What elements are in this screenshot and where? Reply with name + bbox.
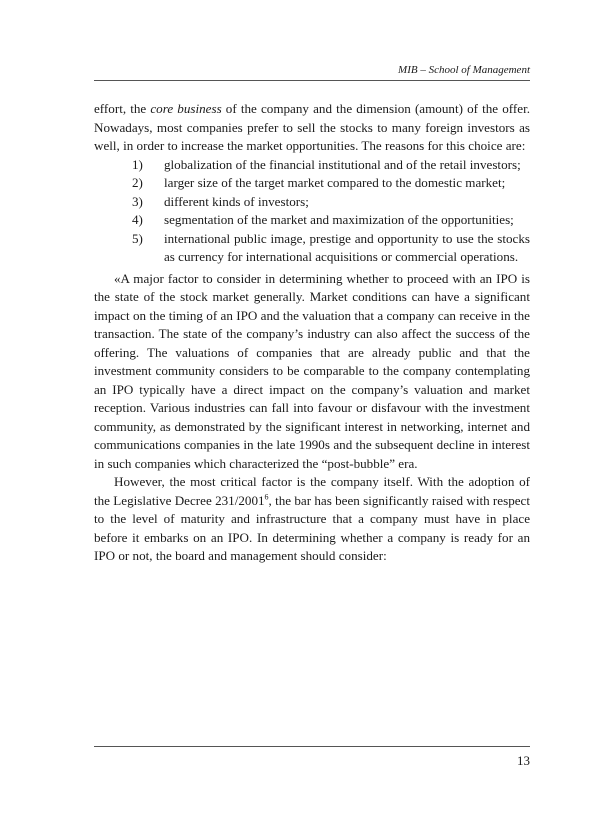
final-text-after: , the bar has been significantly raised with respect to the level of maturity and infrastructure that a company must have in place before it embarks on an IPO. In determining whether a company is ready for an IPO or not, the board and management should consider:	[94, 492, 531, 563]
footnote-marker[interactable]: 6	[264, 492, 269, 502]
list-item-number: 2)	[132, 175, 143, 190]
list-item-number: 5)	[132, 230, 143, 246]
list-item-number: 1)	[132, 156, 143, 172]
quote-paragraph: «A major factor to consider in determining whether to proceed with an IPO is the state of the stock market generally. Market conditions can have a significant impact on the timing of an IPO and the valuation that a company can receive in the transaction. The state of the company’s industry can also affect the success of the offering. The valuations of companies that are already public and that the investment community considers to be comparable to the company contemplating an IPO typically have a direct impact on the company’s valuation and market reception. Various industries can fall into favour or disfavour with the investment community, as demonstrated by the significant interest in networking, internet and communications companies in the late 1990s and the subsequent decline in interest in such companies which characterized the “post-bubble” era.	[94, 270, 530, 471]
list-item	[94, 156, 530, 175]
intro-text-before: effort, the	[94, 101, 151, 116]
running-header: MIB – School of Management	[398, 64, 530, 76]
intro-text-after: of the company and the dimension (amount) of the offer. Nowadays, most companies prefer to sell the stocks to many foreign investors as well, in order to increase the market opportunities. The reasons for this choice are:	[94, 101, 530, 153]
page-body	[94, 100, 530, 566]
intro-paragraph	[94, 100, 530, 156]
list-item	[94, 211, 530, 230]
list-item	[94, 230, 530, 267]
list-item-text: international public image, prestige and opportunity to use the stocks as currency for international acquisitions or commercial operations.	[164, 230, 530, 264]
list-item-text: different kinds of investors;	[164, 193, 309, 209]
footer-rule	[94, 746, 530, 747]
list-item	[94, 193, 530, 212]
final-text-before: However, the most critical factor is the company itself. With the adoption of the Legislative Decree 231/2001	[94, 474, 530, 508]
list-item	[94, 174, 530, 193]
reasons-list	[94, 156, 530, 267]
list-item-number: 3)	[132, 193, 143, 209]
list-item-number: 4)	[132, 212, 143, 227]
header-rule	[94, 80, 530, 81]
list-item-text: segmentation of the market and maximization of the opportunities;	[164, 212, 514, 227]
page-number: 13	[517, 753, 530, 768]
final-paragraph	[94, 473, 530, 566]
list-item-text: larger size of the target market compared to the domestic market;	[164, 175, 506, 190]
intro-emphasis: core business	[150, 101, 222, 116]
list-item-text: globalization of the financial institutional and of the retail investors;	[164, 156, 521, 172]
